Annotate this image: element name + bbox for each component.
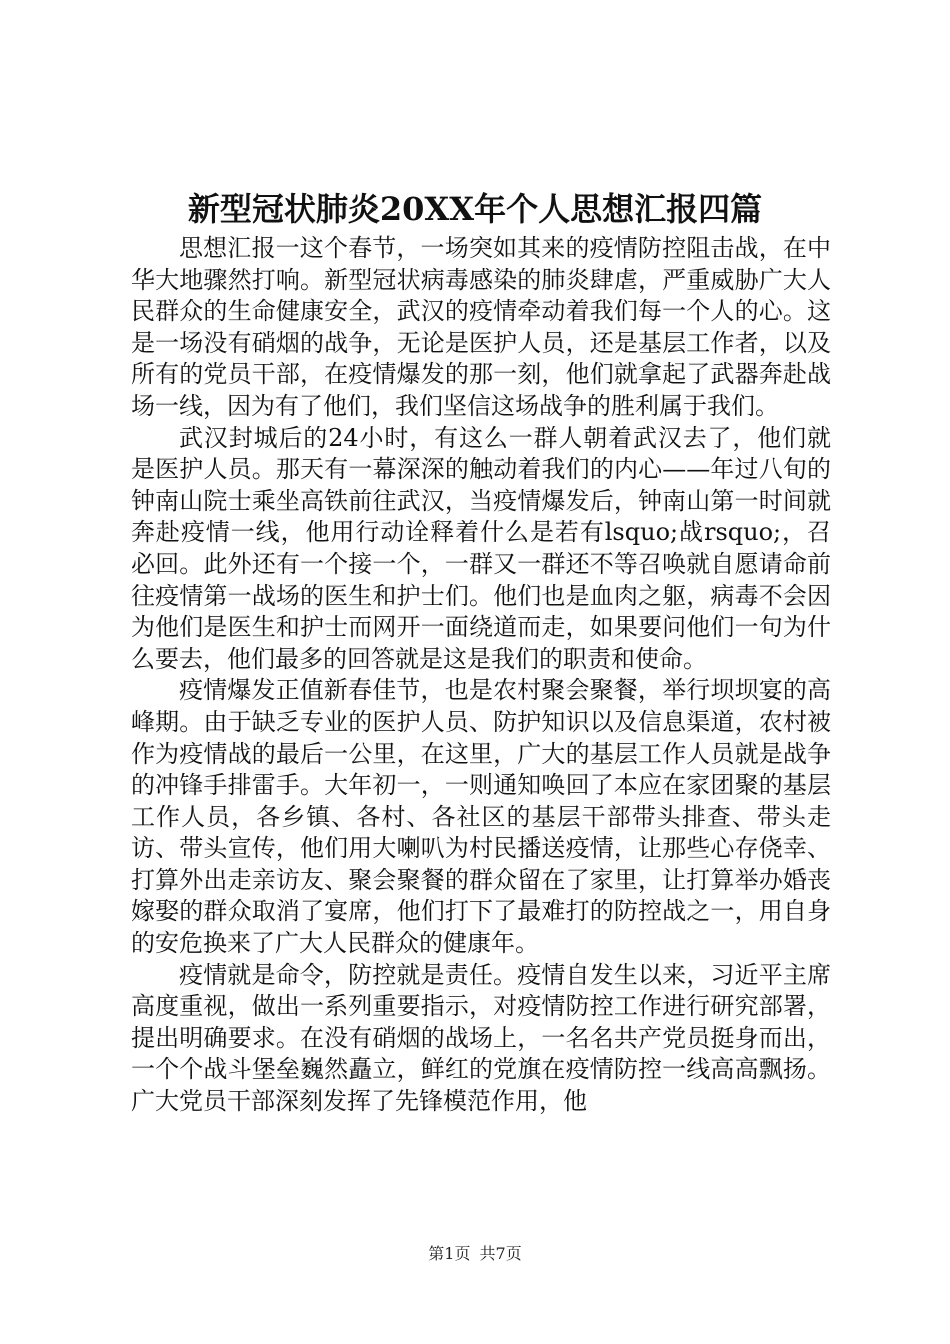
paragraph-2: 武汉封城后的24小时，有这么一群人朝着武汉去了，他们就是医护人员。那天有一幕深深的触动着我们的内心——年过八旬的钟南山院士乘坐高铁前往武汉，当疫情爆发后，钟南山第一时间就奔赴疫情一线，他用行动诠释着什么是若有lsquo;战rsquo;，召必回。此外还有一个接一个，一群又一群还不等召唤就自愿请命前往疫情第一战场的医生和护士们。他们也是血肉之躯，病毒不会因为他们是医生和护士而网开一面绕道而走，如果要问他们一句为什么要去，他们最多的回答就是这是我们的职责和使命。 [131, 423, 831, 673]
paragraph-4: 疫情就是命令，防控就是责任。疫情自发生以来，习近平主席高度重视，做出一系列重要指示，对疫情防控工作进行研究部署，提出明确要求。在没有硝烟的战场上，一名名共产党员挺身而出，一个个战斗堡垒巍然矗立，鲜红的党旗在疫情防控一线高高飘扬。广大党员干部深刻发挥了先锋模范作用，他 [131, 960, 831, 1116]
paragraph-1: 思想汇报一这个春节，一场突如其来的疫情防控阻击战，在中华大地骤然打响。新型冠状病毒感染的肺炎肆虐，严重威胁广大人民群众的生命健康安全，武汉的疫情牵动着我们每一个人的心。这是一场没有硝烟的战争，无论是医护人员，还是基层工作者，以及所有的党员干部，在疫情爆发的那一刻，他们就拿起了武器奔赴战场一线，因为有了他们，我们坚信这场战争的胜利属于我们。 [131, 234, 831, 420]
page-number: 第1页 [428, 1244, 471, 1263]
page-total: 共7页 [479, 1244, 522, 1263]
document-body [131, 233, 831, 1118]
paragraph-3: 疫情爆发正值新春佳节，也是农村聚会聚餐，举行坝坝宴的高峰期。由于缺乏专业的医护人员、防护知识以及信息渠道，农村被作为疫情战的最后一公里，在这里，广大的基层工作人员就是战争的冲锋手排雷手。大年初一，一则通知唤回了本应在家团聚的基层工作人员，各乡镇、各村、各社区的基层干部带头排查、带头走访、带头宣传，他们用大喇叭为村民播送疫情，让那些心存侥幸、打算外出走亲访友、聚会聚餐的群众留在了家里，让打算举办婚丧嫁娶的群众取消了宴席，他们打下了最难打的防控战之一，用自身的安危换来了广大人民群众的健康年。 [131, 676, 831, 958]
page-footer [0, 1244, 950, 1264]
document-title: 新型冠状肺炎20XX年个人思想汇报四篇 [187, 190, 763, 228]
